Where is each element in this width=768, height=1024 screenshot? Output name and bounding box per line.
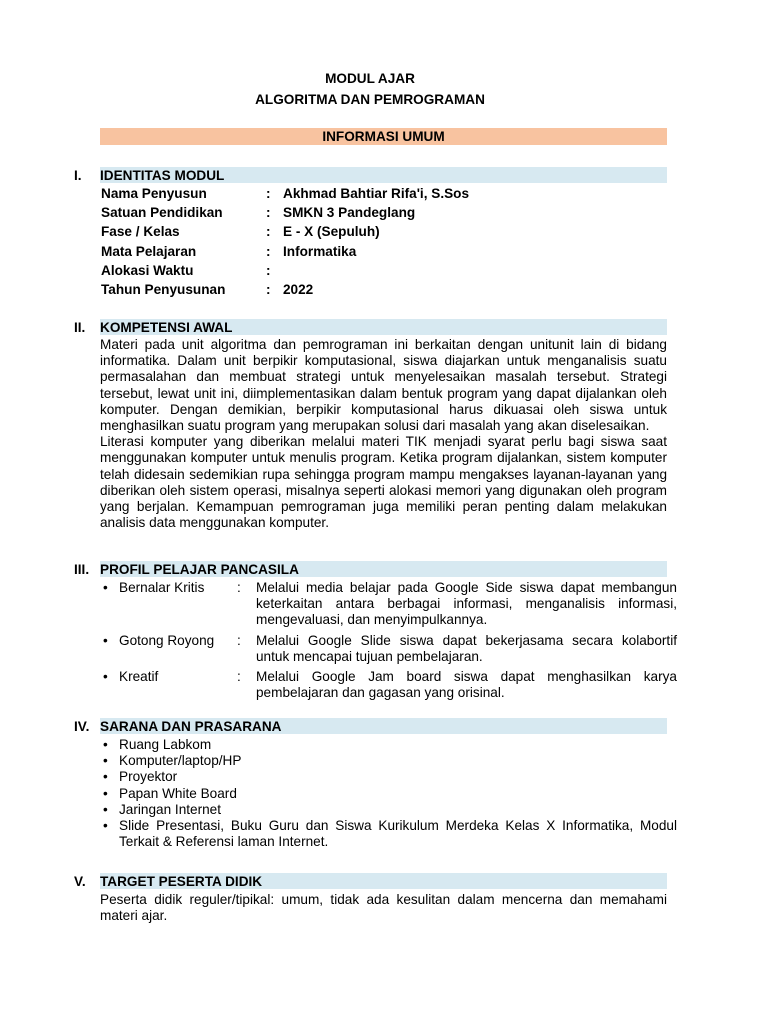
identity-colon: : [266,262,271,278]
paragraph: Materi pada unit algoritma dan pemrograman ini berkaitan dengan unitunit lain di bidang informatika. Dalam unit berpikir komputasional, siswa diajarkan untuk menganalisis suatu permasalahan dan membuat strategi untuk menyelesaikan masalah tersebut. Strategi tersebut, lewat unit ini, diimplementasikan dalam bentuk program yang dapat dijalankan oleh komputer. Dengan demikian, berpikir komputasional harus dikuasai oleh siswa untuk menghasilkan suatu program yang merupakan solusi dari masalah yang akan diselesaikan. [100,337,667,434]
identity-label: Fase / Kelas [101,224,180,240]
list-item [100,802,677,818]
list-item [100,769,677,785]
identity-label: Satuan Pendidikan [101,205,223,221]
section-target [74,873,668,924]
identity-colon: : [266,224,271,240]
section-title: SARANA DAN PRASARANA [100,718,667,734]
section-number: IV. [74,719,90,734]
section-header [74,718,668,735]
kompetensi-text [100,337,667,531]
identity-row [74,186,668,205]
section-number: V. [74,874,86,889]
profil-colon: : [237,632,241,648]
section-identitas [74,167,668,301]
identity-row [74,263,668,282]
identity-label: Mata Pelajaran [101,243,197,259]
section-number: III. [74,562,90,577]
identity-value: Informatika [283,243,357,259]
list-item [100,669,677,701]
list-item [100,818,677,850]
section-title: IDENTITAS MODUL [100,167,667,183]
identity-table [74,186,668,301]
section-title: TARGET PESERTA DIDIK [100,873,667,889]
bullet-icon: • [103,737,108,752]
list-item-text: Ruang Labkom [119,737,212,752]
identity-label: Alokasi Waktu [101,262,194,278]
identity-row [74,282,668,301]
section-profil [74,561,677,705]
bullet-icon: • [103,818,108,834]
identity-value: 2022 [283,281,314,297]
section-header [74,167,668,184]
section-header [74,561,668,578]
identity-row [74,244,668,263]
list-item [100,580,677,629]
profil-description: Melalui Google Slide siswa dapat bekerjasama secara kolabortif untuk mencapai tujuan pembelajaran. [256,632,677,664]
list-item [100,786,677,802]
identity-label: Tahun Penyusunan [101,281,226,297]
identity-label: Nama Penyusun [101,186,207,201]
section-header [74,873,668,890]
document-title: MODUL AJAR [325,71,415,86]
bullet-icon: • [103,785,108,801]
bullet-icon: • [103,580,108,595]
identity-colon: : [266,243,271,259]
list-item-text: Slide Presentasi, Buku Guru dan Siswa Kurikulum Merdeka Kelas X Informatika, Modul Terkait & Referensi laman Internet. [119,818,677,850]
identity-row [74,205,668,224]
list-item [100,753,677,769]
bullet-icon: • [103,753,108,769]
profil-label: Bernalar Kritis [119,580,205,595]
paragraph: Peserta didik reguler/tipikal: umum, tidak ada kesulitan dalam mencerna dan memahami materi ajar. [100,892,667,924]
info-umum-bar: INFORMASI UMUM [100,128,667,145]
profil-description: Melalui media belajar pada Google Side siswa dapat membangun keterkaitan antara berbagai informasi, menganalisis informasi, mengevaluasi, dan menyimpulkannya. [256,580,677,628]
section-number: II. [74,320,86,335]
document-subtitle: ALGORITMA DAN PEMROGRAMAN [255,92,485,107]
bullet-icon: • [103,801,108,817]
profil-description: Melalui Google Jam board siswa dapat menghasilkan karya pembelajaran dan gagasan yang orisinal. [256,669,677,701]
target-text [100,892,667,924]
list-item-text: Jaringan Internet [119,801,222,817]
identity-value: SMKN 3 Pandeglang [283,205,416,221]
list-item [100,633,677,665]
list-item-text: Komputer/laptop/HP [119,753,242,769]
identity-value: Akhmad Bahtiar Rifa'i, S.Sos [283,186,470,201]
section-sarana [74,718,677,850]
bullet-icon: • [103,769,108,785]
section-header [74,319,668,336]
profil-list [100,580,677,701]
identity-value: E - X (Sepuluh) [283,224,380,240]
bullet-icon: • [103,669,108,685]
identity-colon: : [266,281,271,297]
paragraph: Literasi komputer yang diberikan melalui materi TIK menjadi syarat perlu bagi siswa saat menggunakan komputer untuk menulis program. Ketika program dijalankan, sistem komputer telah didesain sedemikian rupa sehingga program mampu mengakses layanan-layanan yang diberikan oleh sistem operasi, misalnya seperti alokasi memori yang digunakan oleh program yang berjalan. Kemampuan pemrograman juga memiliki peran penting dalam melakukan analisis data menggunakan komputer. [100,434,667,531]
section-title: PROFIL PELAJAR PANCASILA [100,561,667,577]
section-kompetensi [74,319,668,531]
profil-colon: : [237,669,241,685]
profil-colon: : [237,580,241,595]
identity-row [74,224,668,243]
section-number: I. [74,168,82,183]
list-item [100,737,677,753]
bullet-icon: • [103,632,108,648]
profil-label: Kreatif [119,669,159,685]
sarana-list [100,737,677,850]
identity-colon: : [266,205,271,221]
identity-colon: : [266,186,271,201]
profil-label: Gotong Royong [119,632,215,648]
list-item-text: Papan White Board [119,785,237,801]
list-item-text: Proyektor [119,769,178,785]
section-title: KOMPETENSI AWAL [100,319,667,335]
